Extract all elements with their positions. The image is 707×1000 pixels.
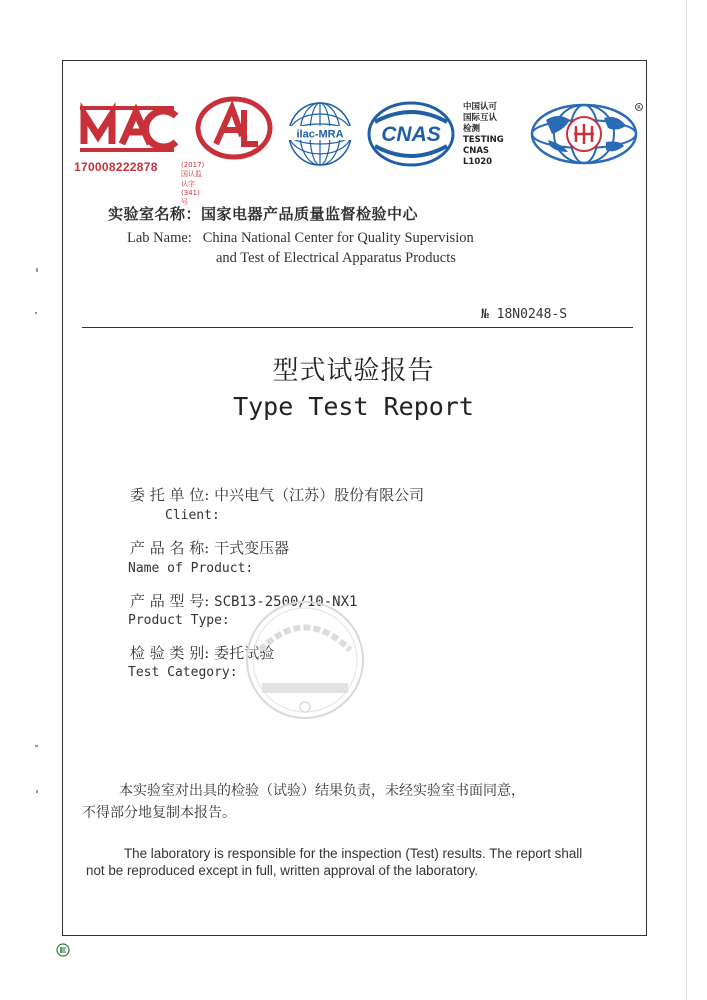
product-type-value: SCB13-2500/10-NX1 — [214, 594, 358, 610]
svg-text:R: R — [637, 105, 641, 111]
scan-speck — [35, 745, 38, 747]
cal-logo — [194, 96, 274, 160]
lab-name-english — [127, 228, 474, 268]
client-label-en: Client: — [165, 508, 220, 523]
product-name-label-en: Name of Product: — [128, 561, 254, 576]
svg-text:ilac-MRA: ilac-MRA — [296, 128, 344, 141]
report-number: № 18N0248-S — [481, 307, 568, 322]
cma-logo — [72, 100, 182, 158]
lab-name-line2: and Test of Electrical Apparatus Products — [216, 250, 456, 266]
cnca-globe-logo — [528, 100, 644, 166]
product-name-label-cn: 产 品 名 称: 干式变压器 — [130, 539, 290, 557]
cnas-testing-label: 中国认可 国际互认 检测 TESTING CNAS L1020 — [463, 102, 504, 167]
page-edge-line — [686, 0, 687, 1000]
lab-name-chinese: 实验室名称：国家电器产品质量监督检验中心 — [108, 205, 419, 223]
report-title-chinese: 型式试验报告 — [272, 356, 435, 386]
ma-code: 170008222878 — [74, 160, 158, 174]
product-type-label-en: Product Type: — [128, 613, 230, 628]
corner-stamp-icon — [56, 943, 70, 957]
scan-speck — [36, 268, 38, 272]
product-name-value: 干式变压器 — [214, 539, 290, 557]
report-title-english: Type Test Report — [233, 392, 474, 421]
client-label-cn: 委 托 单 位: 中兴电气（江苏）股份有限公司 — [130, 486, 425, 504]
notice-english: The laboratory is responsible for the inspection (Test) results. The report shall not be reproduced except in full, written approval of the laboratory. — [86, 846, 583, 878]
cnas-logo — [365, 100, 457, 168]
test-category-label-cn: 检 验 类 别: 委托试验 — [130, 644, 275, 662]
test-category-label-en: Test Category: — [128, 665, 238, 680]
header-divider — [82, 327, 633, 328]
test-category-value: 委托试验 — [214, 644, 275, 662]
official-seal — [240, 595, 370, 725]
scan-speck — [36, 790, 38, 793]
notice-chinese: 本实验室对出具的检验（试验）结果负责，未经实验室书面同意， 不得部分地复制本报告。 — [82, 783, 525, 821]
cal-certificate-number: (2017)国认监认字(341)号 — [181, 161, 205, 206]
client-value: 中兴电气（江苏）股份有限公司 — [214, 486, 425, 504]
lab-name-line1: China National Center for Quality Supervision — [202, 230, 474, 246]
product-type-label-cn: 产 品 型 号: SCB13-2500/10-NX1 — [130, 592, 358, 610]
lab-name-label: Lab Name: — [127, 230, 192, 246]
scan-speck — [35, 312, 37, 314]
ilac-mra-logo — [285, 100, 355, 168]
svg-text:CNAS: CNAS — [381, 123, 441, 146]
